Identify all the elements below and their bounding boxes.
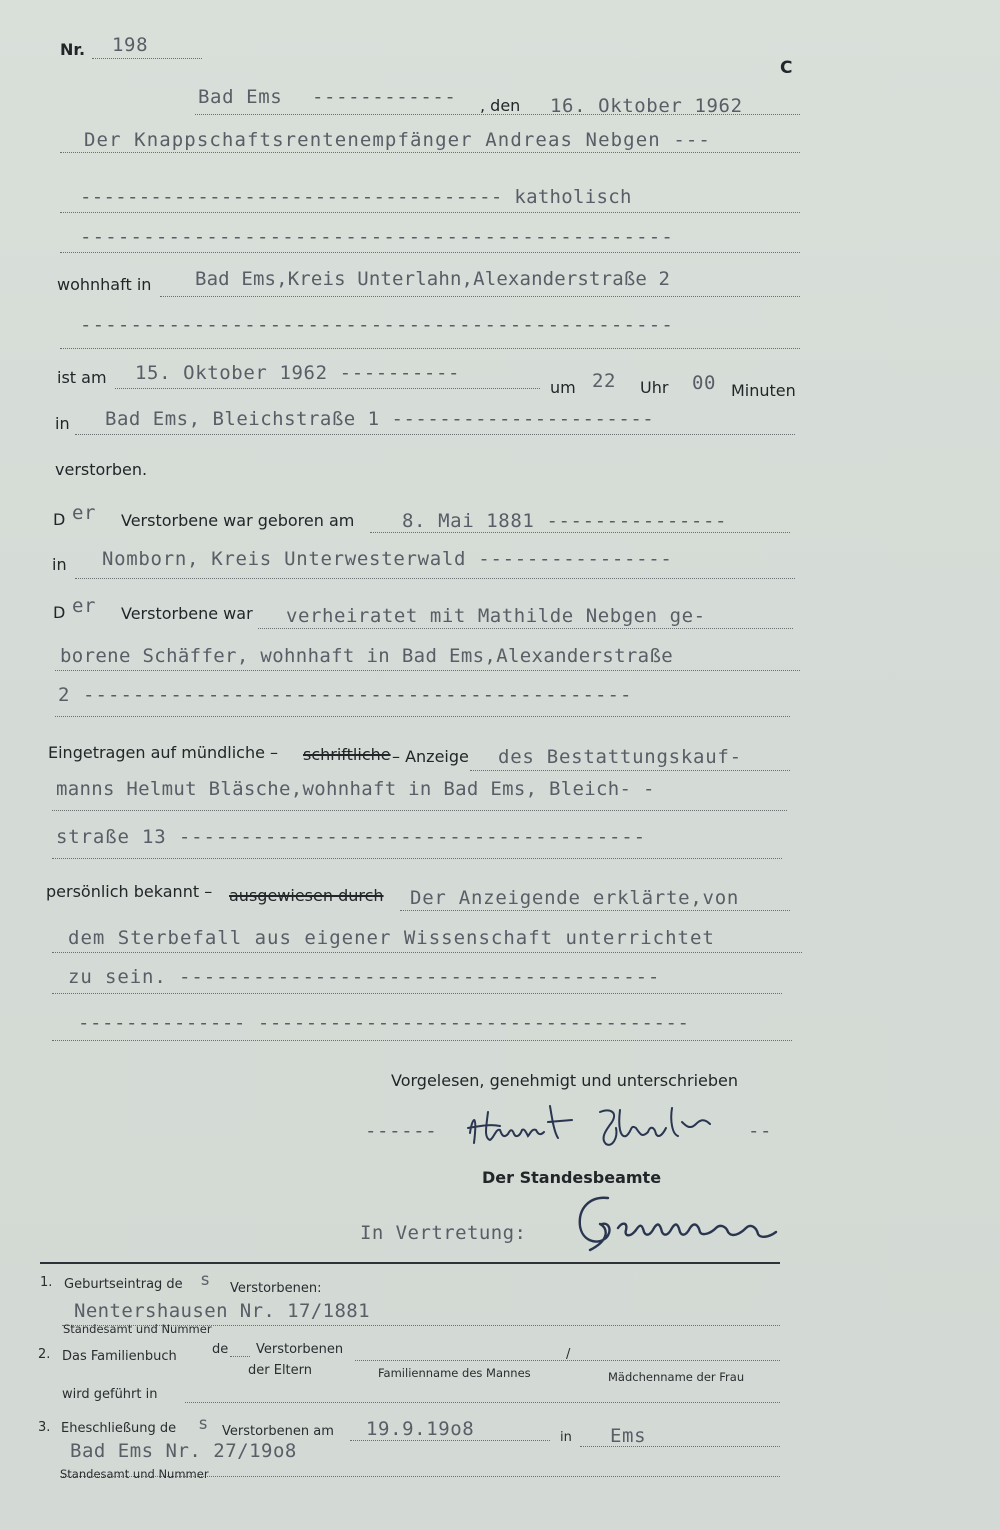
item2-number: 2. <box>38 1347 51 1362</box>
item3-place-dotline <box>580 1446 780 1447</box>
birth-in-label: in <box>52 555 67 574</box>
status-dotline-2 <box>55 670 800 671</box>
informant-signature <box>460 1098 760 1158</box>
ausgewiesen-struck: ausgewiesen durch <box>229 886 384 905</box>
residence-dotline-1 <box>160 296 800 297</box>
deceased-name-line: Der Knappschaftsrentenempfänger Andreas Nebgen --- <box>84 129 711 151</box>
residence-dotline-2 <box>60 348 800 349</box>
informant-line-3: straße 13 -------------------------------------- <box>56 826 646 848</box>
place-dashes: ------------ <box>312 86 457 108</box>
name-dotline-3 <box>60 252 800 253</box>
item2-de-dotline <box>230 1356 250 1357</box>
minuten-label: Minuten <box>731 381 796 400</box>
residence-value: Bad Ems,Kreis Unterlahn,Alexanderstraße 2 <box>195 268 671 290</box>
item2-wird-dotline <box>185 1402 780 1403</box>
item3-label-a: Eheschließung de <box>61 1421 177 1436</box>
statement-dotline-2 <box>52 952 802 953</box>
registration-date: 16. Oktober 1962 <box>550 95 743 117</box>
item2-caption-frau: Mädchenname der Frau <box>608 1370 745 1384</box>
name-dotline-1 <box>60 152 800 153</box>
informant-line-2: manns Helmut Bläsche,wohnhaft in Bad Ems, Bleich- - <box>56 778 655 800</box>
wohnhaft-label: wohnhaft in <box>57 275 152 294</box>
record-number-dotline <box>92 58 202 59</box>
vorgelesen-text: Vorgelesen, genehmigt und unterschrieben <box>391 1071 739 1090</box>
geboren-er: er <box>72 502 97 524</box>
item1-label-s: s <box>200 1270 211 1290</box>
informant-line-1: des Bestattungskauf- <box>498 746 742 768</box>
ist-am-label: ist am <box>57 368 107 387</box>
item3-label-s: s <box>198 1414 209 1434</box>
dash-line-3: ----------------------------------------------- <box>80 226 675 248</box>
item1-label-b: Verstorbenen: <box>230 1281 322 1296</box>
footer-separator <box>40 1262 780 1264</box>
death-date-dotline <box>115 388 540 389</box>
statement-dotline-1 <box>400 910 790 911</box>
in-label: in <box>55 414 70 433</box>
signature-dashes-left: ------ <box>365 1120 438 1142</box>
marital-status-line-2: borene Schäffer, wohnhaft in Bad Ems,Alexanderstraße <box>60 645 674 667</box>
item1-number: 1. <box>40 1275 53 1290</box>
um-label: um <box>550 378 576 397</box>
record-number-label: Nr. <box>60 40 86 59</box>
statement-line-1: Der Anzeigende erklärte,von <box>410 887 740 909</box>
war-er: er <box>72 595 97 617</box>
death-place-dotline <box>75 434 795 435</box>
corner-letter: C <box>780 58 793 78</box>
place-of-registration: Bad Ems <box>198 86 283 108</box>
item2-verstorbenen: Verstorbenen <box>256 1342 344 1357</box>
residence-dash-line: ----------------------------------------------- <box>80 314 675 336</box>
birth-place: Nomborn, Kreis Unterwesterwald ---------------- <box>102 548 673 570</box>
item3-number: 3. <box>38 1420 51 1435</box>
item3-date-dotline <box>350 1440 550 1441</box>
vertretung-label: In Vertretung: <box>360 1222 527 1244</box>
den-label: , den <box>480 96 521 115</box>
statement-dotline-3 <box>52 993 782 994</box>
birth-date: 8. Mai 1881 --------------- <box>402 510 728 532</box>
item2-wird: wird geführt in <box>62 1387 158 1402</box>
item3-caption: Standesamt und Nummer <box>60 1467 209 1481</box>
bekannt-label: persönlich bekannt – <box>46 882 213 901</box>
item2-slash: / <box>566 1347 571 1362</box>
geboren-prefix: D <box>53 510 66 529</box>
date-dotline <box>195 114 800 115</box>
war-prefix: D <box>53 603 66 622</box>
birth-date-dotline <box>370 532 790 533</box>
schriftliche-struck: schriftliche <box>303 745 391 764</box>
informant-dotline-2 <box>52 810 787 811</box>
name-dotline-2 <box>60 212 800 213</box>
anzeige-label: – Anzeige <box>392 747 469 766</box>
geboren-label: Verstorbene war geboren am <box>121 511 355 530</box>
war-label: Verstorbene war <box>121 604 253 623</box>
death-date: 15. Oktober 1962 ---------- <box>135 362 461 384</box>
birth-registry-value: Nentershausen Nr. 17/1881 <box>74 1300 370 1322</box>
item2-de: de <box>212 1342 229 1357</box>
death-place: Bad Ems, Bleichstraße 1 ---------------------- <box>105 408 655 430</box>
marriage-registry-value: Bad Ems Nr. 27/19o8 <box>70 1440 297 1462</box>
status-dotline-3 <box>55 716 790 717</box>
item3-label-b: Verstorbenen am <box>222 1424 334 1439</box>
item2-caption-mann: Familienname des Mannes <box>378 1366 531 1380</box>
marital-status-line-1: verheiratet mit Mathilde Nebgen ge- <box>286 605 706 627</box>
verstorben-label: verstorben. <box>55 460 148 479</box>
registrar-signature <box>560 1188 790 1258</box>
marital-status-line-3: 2 -------------------------------------------- <box>58 684 633 706</box>
death-minutes: 00 <box>692 372 717 394</box>
status-dotline-1 <box>258 628 793 629</box>
statement-line-3: zu sein. --------------------------------------- <box>68 966 661 988</box>
religion-line: ------------------------------------ katholisch <box>80 186 632 208</box>
item2-label: Das Familienbuch <box>62 1349 177 1364</box>
statement-dotline-4 <box>52 1040 792 1041</box>
death-hour: 22 <box>592 370 617 392</box>
record-number-value: 198 <box>112 34 149 56</box>
signature-dashes-right: -- <box>748 1120 773 1142</box>
marriage-place: Ems <box>610 1425 647 1447</box>
standesbeamte-label: Der Standesbeamte <box>482 1168 662 1187</box>
statement-line-4: -------------- ------------------------------------ <box>78 1012 690 1034</box>
uhr-label: Uhr <box>640 378 669 397</box>
birth-place-dotline <box>75 578 795 579</box>
marriage-date: 19.9.19o8 <box>366 1418 475 1440</box>
item2-eltern: der Eltern <box>248 1363 313 1378</box>
informant-dotline-1 <box>470 770 790 771</box>
eingetragen-label: Eingetragen auf mündliche – <box>48 743 279 762</box>
item1-caption: Standesamt und Nummer <box>63 1322 212 1336</box>
informant-dotline-3 <box>52 858 782 859</box>
item1-label-a: Geburtseintrag de <box>64 1277 183 1292</box>
item3-in: in <box>560 1430 572 1445</box>
statement-line-2: dem Sterbefall aus eigener Wissenschaft unterrichtet <box>68 927 715 949</box>
